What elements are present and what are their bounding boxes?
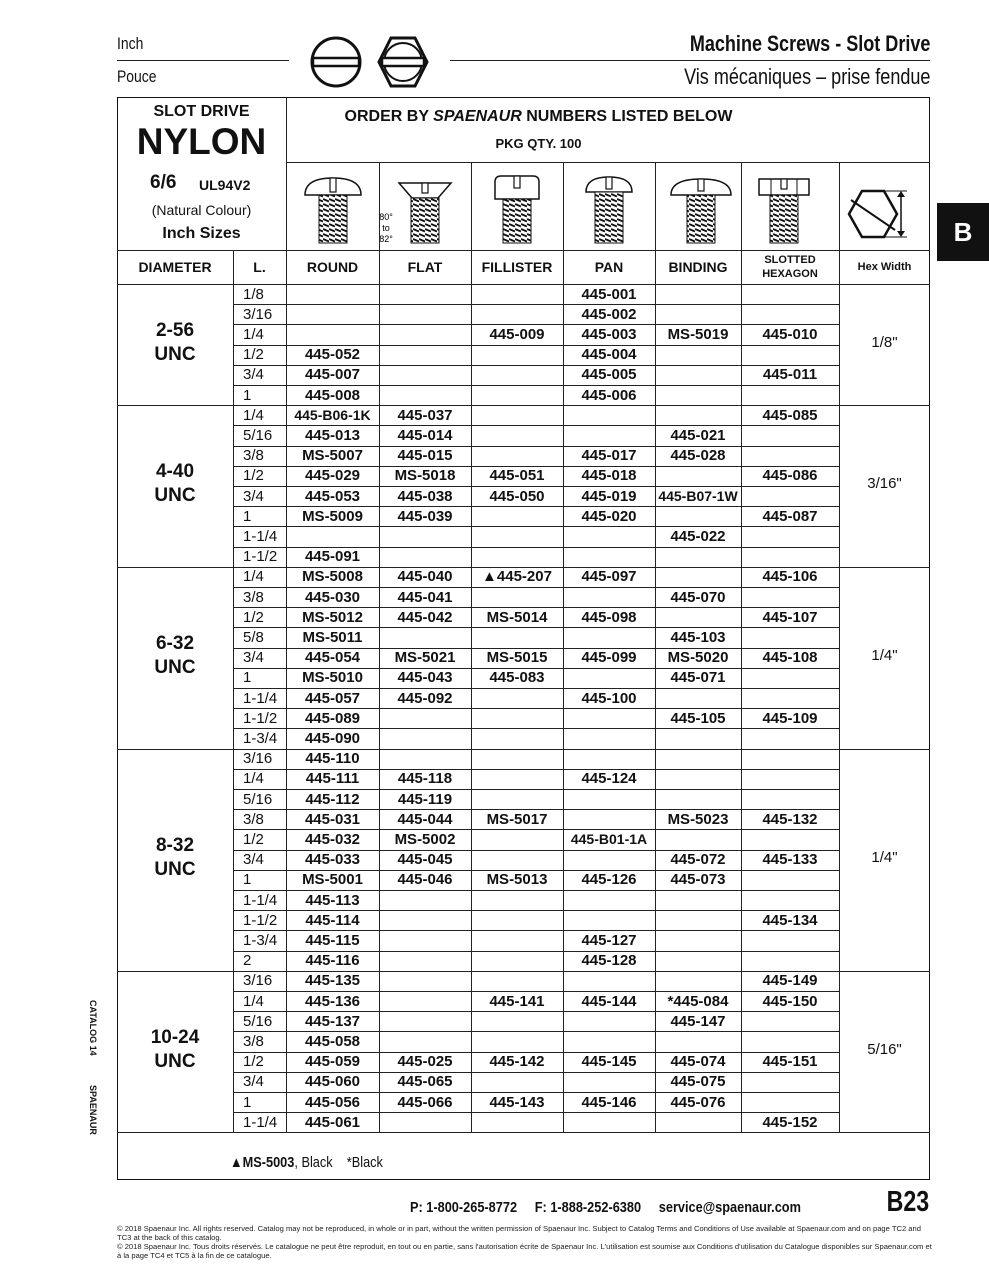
length-cell: 1/4 bbox=[243, 406, 264, 424]
fax: F: 1-888-252-6380 bbox=[534, 1199, 642, 1216]
part-number-cell: 445-052 bbox=[304, 346, 361, 364]
part-number-cell: MS-5012 bbox=[302, 608, 363, 626]
part-number-cell: 445-011 bbox=[762, 366, 818, 384]
diameter-label bbox=[117, 1026, 233, 1074]
vrule-header-6 bbox=[655, 250, 656, 284]
part-number-cell: 445-015 bbox=[397, 447, 453, 465]
part-number-cell: 445-017 bbox=[581, 447, 637, 465]
material-title: NYLON bbox=[136, 121, 267, 162]
unit-label-en: Inch bbox=[117, 34, 144, 53]
length-cell: 1/4 bbox=[243, 770, 264, 788]
col-header-slotted-hexagon: SLOTTED HEXAGON bbox=[762, 254, 818, 280]
part-number-cell: 445-100 bbox=[581, 689, 637, 707]
order-prefix: ORDER BY bbox=[344, 108, 434, 125]
part-number-cell: 445-091 bbox=[304, 548, 361, 566]
part-number-cell: 445-147 bbox=[670, 1012, 726, 1030]
part-number-cell: MS-5001 bbox=[302, 871, 363, 889]
part-number-cell: 445-074 bbox=[670, 1053, 726, 1071]
length-cell: 1-1/2 bbox=[243, 709, 278, 727]
part-number-cell: 445-030 bbox=[304, 588, 361, 606]
length-cell: 5/16 bbox=[243, 426, 273, 444]
part-number-cell: 445-051 bbox=[489, 467, 545, 485]
part-number-cell: 445-002 bbox=[581, 305, 637, 323]
diameter-label bbox=[117, 319, 233, 367]
part-number-cell: 445-029 bbox=[304, 467, 361, 485]
length-cell: 3/16 bbox=[243, 972, 273, 990]
diameter-line: UNC bbox=[154, 485, 196, 506]
diameter-line: UNC bbox=[154, 343, 196, 365]
part-number-cell: 445-132 bbox=[762, 810, 818, 828]
length-cell: 3/8 bbox=[243, 810, 264, 828]
length-cell: 1 bbox=[243, 1093, 252, 1111]
part-number-cell: MS-5009 bbox=[302, 507, 363, 525]
part-number-cell: 445-090 bbox=[304, 729, 361, 747]
group-rule bbox=[117, 1132, 930, 1133]
part-number-cell: 445-107 bbox=[762, 608, 818, 626]
part-number-cell: 445-006 bbox=[581, 386, 637, 404]
part-number-cell: 445-043 bbox=[397, 669, 453, 687]
length-cell: 1/2 bbox=[243, 467, 264, 485]
hex-width-value: 5/16" bbox=[867, 1040, 902, 1058]
length-cell: 1-1/4 bbox=[243, 689, 278, 707]
part-number-cell: 445-152 bbox=[762, 1113, 818, 1131]
part-number-cell: 445-025 bbox=[397, 1053, 453, 1071]
part-number-cell: 445-010 bbox=[762, 325, 818, 343]
part-number-cell: 445-146 bbox=[581, 1093, 637, 1111]
vrule-header-1 bbox=[233, 250, 234, 284]
length-cell: 1 bbox=[243, 669, 252, 687]
part-number-cell: 445-106 bbox=[762, 568, 818, 586]
part-number-cell: 445-135 bbox=[304, 972, 361, 990]
part-number-cell: 445-119 bbox=[397, 790, 453, 808]
hex-width-value: 1/4" bbox=[871, 848, 898, 866]
length-cell: 1-1/4 bbox=[243, 891, 278, 909]
length-cell: 1/2 bbox=[243, 608, 264, 626]
part-number-cell: 445-098 bbox=[581, 608, 637, 626]
part-number-cell: MS-5002 bbox=[394, 830, 456, 848]
rule-header-bottom bbox=[117, 284, 930, 285]
part-number-cell: MS-5007 bbox=[302, 447, 363, 465]
vrule-image-4 bbox=[471, 162, 472, 250]
part-number-cell: 445-066 bbox=[397, 1093, 453, 1111]
page-title: Machine Screws - Slot Drive bbox=[689, 31, 930, 56]
vrule-body-4 bbox=[471, 284, 472, 1132]
part-number-cell: 445-128 bbox=[581, 952, 637, 970]
flat-angle-2: to bbox=[382, 223, 390, 233]
part-number-cell: 445-127 bbox=[581, 931, 637, 949]
part-number-cell: 445-031 bbox=[304, 810, 361, 828]
part-number-cell: 445-021 bbox=[670, 426, 726, 444]
colour-label: (Natural Colour) bbox=[151, 202, 252, 218]
length-cell: 1-3/4 bbox=[243, 729, 278, 747]
hex-width-icon bbox=[849, 191, 907, 237]
part-number-cell: 445-020 bbox=[581, 507, 637, 525]
part-number-cell: 445-070 bbox=[670, 588, 726, 606]
part-number-cell: 445-142 bbox=[489, 1053, 545, 1071]
part-number-cell: MS-5011 bbox=[302, 628, 363, 646]
length-cell: 3/8 bbox=[243, 447, 264, 465]
part-number-cell: 445-103 bbox=[670, 628, 726, 646]
vrule-body-5 bbox=[563, 284, 564, 1132]
page-title-fr: Vis mécaniques – prise fendue bbox=[683, 64, 930, 89]
part-number-cell: 445-004 bbox=[581, 346, 637, 364]
length-cell: 3/4 bbox=[243, 366, 264, 384]
diameter-label bbox=[117, 460, 233, 508]
vrule-image-7 bbox=[741, 162, 742, 250]
part-number-cell: 445-050 bbox=[489, 487, 545, 505]
order-brand: SPAENAUR bbox=[433, 108, 522, 125]
length-cell: 3/16 bbox=[243, 750, 273, 768]
col-header-flat: FLAT bbox=[407, 259, 443, 275]
length-cell: 1/4 bbox=[243, 568, 264, 586]
part-number-cell: 445-141 bbox=[489, 992, 545, 1010]
part-number-cell: 445-073 bbox=[670, 871, 726, 889]
length-cell: 5/8 bbox=[243, 628, 264, 646]
part-number-cell: 445-114 bbox=[305, 911, 360, 929]
length-cell: 1-1/4 bbox=[243, 1113, 278, 1131]
vrule-header-8 bbox=[839, 250, 840, 284]
part-number-cell: 445-040 bbox=[397, 568, 453, 586]
part-number-cell: 445-039 bbox=[397, 507, 453, 525]
col-header-fillister: FILLISTER bbox=[481, 259, 553, 275]
diameter-line: 4-40 bbox=[155, 461, 195, 482]
part-number-cell: *445-084 bbox=[667, 992, 729, 1010]
part-number-cell: 445-105 bbox=[670, 709, 726, 727]
vrule-image-3 bbox=[379, 162, 380, 250]
vrule-header-7 bbox=[741, 250, 742, 284]
part-number-cell: MS-5008 bbox=[302, 568, 363, 586]
part-number-cell: 445-022 bbox=[670, 527, 726, 545]
drive-type: SLOT DRIVE bbox=[153, 103, 250, 120]
part-number-cell: 445-149 bbox=[762, 972, 818, 990]
diameter-line: 2-56 bbox=[155, 319, 195, 341]
screw-illustrations bbox=[287, 163, 930, 249]
vrule-header-3 bbox=[379, 250, 380, 284]
part-number-cell: 445-045 bbox=[397, 851, 453, 869]
star-note: *Black bbox=[346, 1154, 383, 1171]
part-number-cell: 445-058 bbox=[304, 1032, 361, 1050]
part-number-cell: ▲445-207 bbox=[482, 568, 552, 586]
page-number: B23 bbox=[886, 1186, 929, 1218]
part-number-cell: 445-111 bbox=[305, 770, 360, 788]
part-number-cell: 445-061 bbox=[304, 1113, 361, 1131]
col-header-diameter: DIAMETER bbox=[138, 259, 212, 275]
col-header-binding: BINDING bbox=[668, 259, 728, 275]
pan-head-screw-icon bbox=[586, 177, 632, 243]
part-number-cell: 445-145 bbox=[581, 1053, 637, 1071]
part-number-cell: 445-008 bbox=[304, 386, 361, 404]
slot-drive-icons bbox=[305, 32, 435, 92]
part-number-cell: 445-136 bbox=[304, 992, 361, 1010]
part-number-cell: 445-013 bbox=[304, 426, 361, 444]
diameter-line: UNC bbox=[154, 1050, 196, 1072]
flat-head-screw-icon bbox=[399, 183, 451, 243]
part-number-cell: 445-109 bbox=[762, 709, 818, 727]
part-number-cell: 445-054 bbox=[304, 649, 361, 667]
section-tab: B bbox=[937, 203, 989, 261]
part-number-cell: 445-085 bbox=[762, 406, 818, 424]
row-rule bbox=[233, 304, 839, 305]
part-number-cell: MS-5023 bbox=[667, 810, 729, 828]
hex-slot-icon bbox=[379, 38, 427, 86]
slotted-hex-screw-icon bbox=[759, 179, 809, 243]
part-number-cell: 445-057 bbox=[304, 689, 361, 707]
hex-width-value: 1/4" bbox=[871, 646, 898, 664]
brand-side-label: SPAENAUR bbox=[88, 1085, 98, 1135]
part-number-cell: 445-014 bbox=[397, 426, 453, 444]
part-number-cell: 445-033 bbox=[304, 851, 361, 869]
part-number-cell: 445-001 bbox=[581, 285, 637, 303]
part-number-cell: 445-005 bbox=[581, 366, 637, 384]
part-number-cell: 445-B06-1K bbox=[294, 407, 371, 424]
order-suffix: NUMBERS LISTED BELOW bbox=[521, 108, 733, 125]
part-number-cell: 445-072 bbox=[670, 851, 726, 869]
length-cell: 1/8 bbox=[243, 285, 264, 303]
grade-label: 6/6 bbox=[150, 172, 177, 193]
diameter-line: 8-32 bbox=[155, 834, 195, 856]
diameter-line: UNC bbox=[154, 858, 196, 880]
part-number-cell: MS-5020 bbox=[667, 649, 729, 667]
row-rule bbox=[233, 526, 839, 527]
part-number-cell: MS-5017 bbox=[486, 810, 548, 828]
part-number-cell: 445-118 bbox=[397, 770, 453, 788]
part-number-cell: 445-116 bbox=[305, 952, 360, 970]
vrule-image-8 bbox=[839, 162, 840, 250]
part-number-cell: 445-056 bbox=[304, 1093, 361, 1111]
part-number-cell: 445-075 bbox=[670, 1073, 726, 1091]
length-cell: 5/16 bbox=[243, 790, 273, 808]
length-cell: 1/2 bbox=[243, 346, 264, 364]
vrule-body-2 bbox=[286, 284, 287, 1132]
fillister-head-screw-icon bbox=[495, 176, 539, 243]
length-cell: 1/4 bbox=[243, 992, 264, 1010]
vrule-header-4 bbox=[471, 250, 472, 284]
length-cell: 3/16 bbox=[243, 305, 273, 323]
part-number-cell: 445-097 bbox=[581, 568, 637, 586]
part-number-cell: 445-134 bbox=[762, 911, 818, 929]
rating-label: UL94V2 bbox=[199, 177, 251, 193]
col-header-hex-width: Hex Width bbox=[857, 261, 912, 273]
length-cell: 1/2 bbox=[243, 830, 264, 848]
vrule-title bbox=[286, 97, 287, 250]
part-number-cell: 445-099 bbox=[581, 649, 637, 667]
triangle-note-suffix: , Black bbox=[294, 1154, 333, 1171]
triangle-note: ▲MS-5003 bbox=[230, 1154, 295, 1171]
part-number-cell: 445-037 bbox=[397, 406, 453, 424]
length-cell: 3/4 bbox=[243, 1073, 264, 1091]
part-number-cell: 445-042 bbox=[397, 608, 453, 626]
part-number-cell: 445-B01-1A bbox=[570, 831, 648, 848]
vrule-body-1 bbox=[233, 284, 234, 1132]
part-number-cell: 445-133 bbox=[762, 851, 818, 869]
part-number-cell: 445-137 bbox=[304, 1012, 361, 1030]
legal-text bbox=[117, 1224, 932, 1260]
vrule-header-2 bbox=[286, 250, 287, 284]
part-number-cell: 445-108 bbox=[762, 649, 818, 667]
length-cell: 2 bbox=[243, 952, 252, 970]
diameter-line: 6-32 bbox=[155, 632, 195, 654]
binding-head-screw-icon bbox=[671, 179, 731, 243]
legal-en: © 2018 Spaenaur Inc. All rights reserved. Catalog may not be reproduced, in whole or in part, without the written permission of Spaenaur Inc. Subject to Catalog Terms and Conditions of Use available at Spaenaur.com and on page TC2 and TC3 at the back of this catalog. bbox=[117, 1224, 921, 1242]
length-cell: 1/4 bbox=[243, 325, 264, 343]
part-number-cell: 445-065 bbox=[397, 1073, 453, 1091]
part-number-cell: 445-032 bbox=[304, 830, 361, 848]
part-number-cell: 445-150 bbox=[762, 992, 818, 1010]
part-number-cell: 445-126 bbox=[581, 871, 637, 889]
header-rule-right bbox=[450, 60, 930, 61]
part-number-cell: MS-5014 bbox=[486, 608, 548, 626]
part-number-cell: 445-087 bbox=[762, 507, 818, 525]
part-number-cell: 445-112 bbox=[305, 790, 360, 808]
length-cell: 3/4 bbox=[243, 851, 264, 869]
part-number-cell: 445-144 bbox=[581, 992, 637, 1010]
length-cell: 3/4 bbox=[243, 649, 264, 667]
phone: P: 1-800-265-8772 bbox=[410, 1199, 518, 1216]
diameter-line: 10-24 bbox=[150, 1026, 200, 1048]
part-number-cell: MS-5015 bbox=[486, 649, 548, 667]
vrule-body-3 bbox=[379, 284, 380, 1132]
unit-label-fr: Pouce bbox=[117, 67, 157, 86]
header-rule-left bbox=[117, 60, 289, 61]
rule-order-header bbox=[286, 162, 930, 163]
vrule-image-5 bbox=[563, 162, 564, 250]
diameter-line: UNC bbox=[154, 656, 196, 678]
part-number-cell: 445-018 bbox=[581, 467, 637, 485]
pkg-qty: PKG QTY. 100 bbox=[495, 136, 582, 151]
sizes-label: Inch Sizes bbox=[162, 225, 241, 242]
length-cell: 1-1/4 bbox=[243, 527, 278, 545]
length-cell: 1-1/2 bbox=[243, 548, 278, 566]
diameter-label bbox=[117, 632, 233, 680]
vrule-header-5 bbox=[563, 250, 564, 284]
flat-angle-1: 80° bbox=[379, 212, 393, 222]
vrule-image-6 bbox=[655, 162, 656, 250]
length-cell: 3/8 bbox=[243, 1032, 264, 1050]
part-number-cell: 445-041 bbox=[397, 588, 453, 606]
part-number-cell: MS-5021 bbox=[394, 649, 456, 667]
part-number-cell: 445-053 bbox=[304, 487, 361, 505]
part-number-cell: 445-124 bbox=[581, 770, 637, 788]
vrule-body-8 bbox=[839, 284, 840, 1132]
length-cell: 1-1/2 bbox=[243, 911, 278, 929]
part-number-cell: 445-019 bbox=[581, 487, 637, 505]
length-cell: 1 bbox=[243, 507, 252, 525]
part-number-cell: 445-044 bbox=[397, 810, 453, 828]
part-number-cell: 445-071 bbox=[670, 669, 726, 687]
part-number-cell: 445-046 bbox=[397, 871, 453, 889]
length-cell: 1 bbox=[243, 871, 252, 889]
vrule-body-7 bbox=[741, 284, 742, 1132]
part-number-cell: MS-5010 bbox=[302, 669, 363, 687]
contact-line bbox=[410, 1199, 801, 1216]
flat-angle-3: 82° bbox=[379, 234, 393, 244]
part-number-cell: MS-5018 bbox=[394, 467, 456, 485]
part-number-cell: MS-5013 bbox=[486, 871, 548, 889]
part-number-cell: MS-5019 bbox=[667, 325, 729, 343]
catalog-side-label: CATALOG 14 bbox=[88, 1000, 98, 1056]
part-number-cell: 445-003 bbox=[581, 325, 637, 343]
group-rule bbox=[117, 749, 930, 750]
part-number-cell: 445-038 bbox=[397, 487, 453, 505]
part-number-cell: 445-028 bbox=[670, 447, 726, 465]
round-head-screw-icon bbox=[305, 178, 361, 243]
col-header-pan: PAN bbox=[594, 259, 624, 275]
part-number-cell: 445-115 bbox=[305, 931, 360, 949]
part-number-cell: 445-007 bbox=[304, 366, 361, 384]
length-cell: 1 bbox=[243, 386, 252, 404]
part-number-cell: 445-086 bbox=[762, 467, 818, 485]
part-number-cell: 445-009 bbox=[489, 325, 545, 343]
order-instruction bbox=[287, 108, 790, 126]
round-slot-icon bbox=[312, 38, 360, 86]
part-number-cell: 445-113 bbox=[305, 891, 360, 909]
hex-width-value: 3/16" bbox=[867, 475, 902, 492]
part-number-cell: 445-151 bbox=[762, 1053, 818, 1071]
part-number-cell: 445-143 bbox=[489, 1093, 545, 1111]
part-number-cell: 445-092 bbox=[397, 689, 453, 707]
col-header-round: ROUND bbox=[306, 259, 359, 275]
col-header-length: L. bbox=[253, 259, 266, 275]
length-cell: 3/4 bbox=[243, 487, 264, 505]
vrule-body-6 bbox=[655, 284, 656, 1132]
part-number-cell: 445-059 bbox=[304, 1053, 361, 1071]
length-cell: 1-3/4 bbox=[243, 931, 278, 949]
email[interactable]: service@spaenaur.com bbox=[658, 1199, 801, 1216]
part-number-cell: 445-089 bbox=[304, 709, 361, 727]
part-number-cell: 445-B07-1W bbox=[658, 488, 738, 505]
part-number-cell: 445-083 bbox=[489, 669, 545, 687]
part-number-cell: 445-110 bbox=[305, 750, 360, 768]
part-number-cell: 445-060 bbox=[304, 1073, 361, 1091]
length-cell: 5/16 bbox=[243, 1012, 273, 1030]
diameter-label bbox=[117, 834, 233, 882]
legal-fr: © 2018 Spaenaur Inc. Tous droits réservés. Le catalogue ne peut être reproduit, en tout ou en partie, sans l'autorisation écrite de Spaenaur Inc. L'utilisation est soumise aux Conditions d'utilisation du Catalogue disponibles sur Spaenaur.com et à la page TC4 et TC5 à la fin de ce catalogue. bbox=[117, 1242, 932, 1260]
length-cell: 1/2 bbox=[243, 1053, 264, 1071]
part-number-cell: 445-076 bbox=[670, 1093, 726, 1111]
hex-width-value: 1/8" bbox=[871, 333, 898, 351]
length-cell: 3/8 bbox=[243, 588, 264, 606]
footnotes bbox=[230, 1154, 383, 1171]
